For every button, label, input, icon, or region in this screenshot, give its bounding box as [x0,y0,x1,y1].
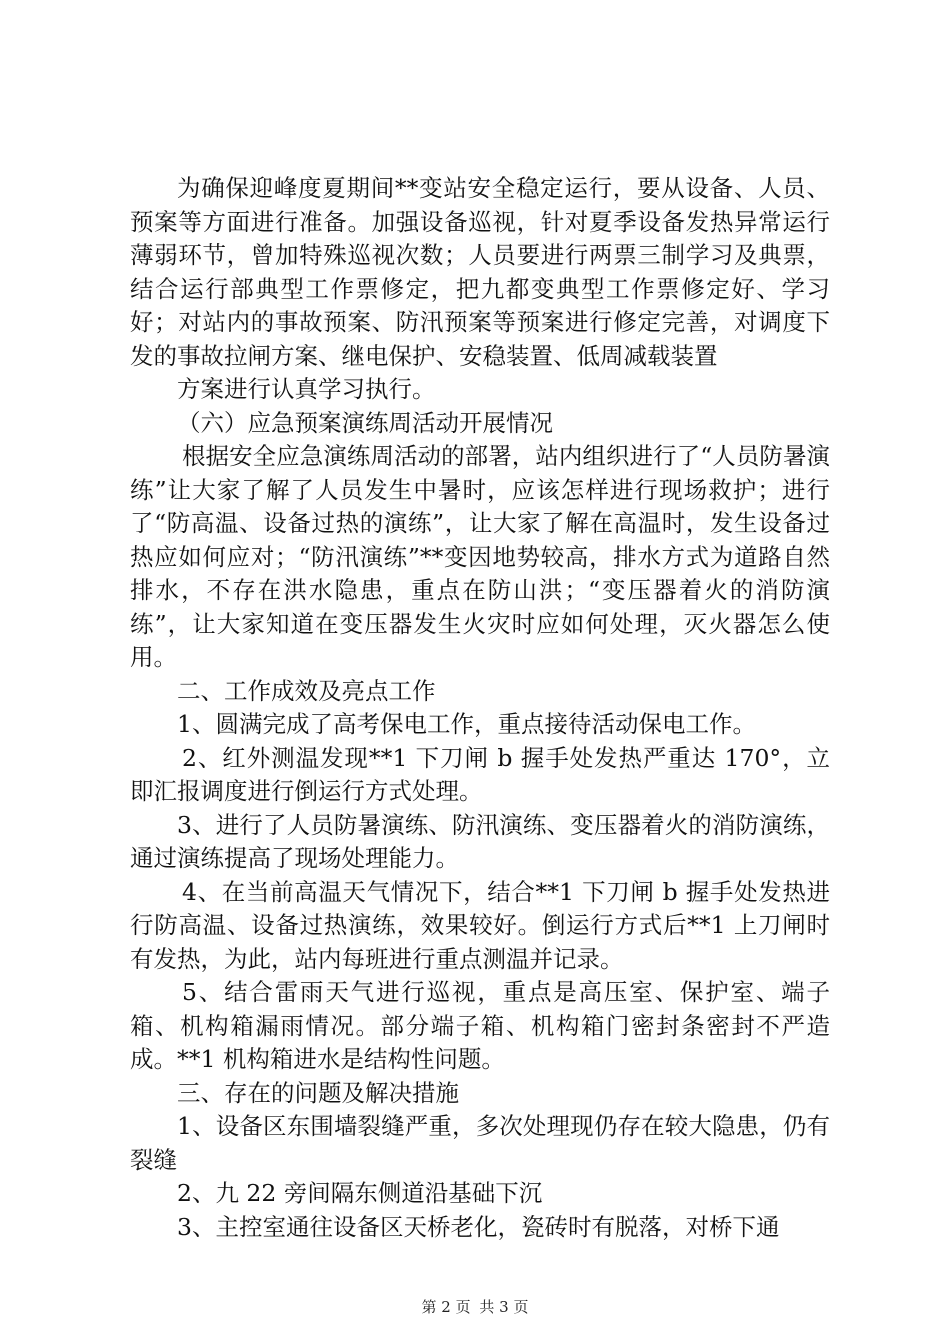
section-heading-drill-week: （六）应急预案演练周活动开展情况 [177,408,553,437]
paragraph-drill-description: 根据安全应急演练周活动的部署，站内组织进行了“人员防暑演练”让大家了解了人员发生中暑时，应该怎样进行现场救护；进行了“防高温、设备过热的演练”，让大家了解在高温时，发生设备过热应如何应对；“防汛演练”**变因地势较高，排水方式为道路自然排水，不存在洪水隐患，重点在防山洪；“变压器着火的消防演练”，让大家知道在变压器发生火灾时应如何处理，灭火器怎么使用。 [130,442,830,671]
list-item-problem-1: 1、设备区东围墙裂缝严重，多次处理现仍存在较大隐患，仍有裂缝 [130,1112,830,1174]
paragraph-plan-study: 方案进行认真学习执行。 [177,375,436,403]
list-item-problem-2: 2、九 22 旁间隔东侧道沿基础下沉 [177,1179,543,1207]
page-number: 第 2 页 [421,1298,471,1316]
paragraph-preparation: 为确保迎峰度夏期间**变站安全稳定运行，要从设备、人员、预案等方面进行准备。加强设备巡视，针对夏季设备发热异常运行薄弱环节，曾加特殊巡视次数；人员要进行两票三制学习及典票，结合运行部典型工作票修定，把九都变典型工作票修定好、学习好；对站内的事故预案、防汛预案等预案进行修定完善，对调度下发的事故拉闸方案、继电保护、安稳装置、低周减载装置 [130,174,830,370]
section-heading-achievements: 二、工作成效及亮点工作 [177,676,436,705]
document-body [130,172,830,1244]
list-item-achievement-3: 3、进行了人员防暑演练、防汛演练、变压器着火的消防演练，通过演练提高了现场处理能力。 [130,810,830,872]
page-total: 共 3 页 [479,1298,529,1316]
list-item-achievement-4: 4、在当前高温天气情况下，结合**1 下刀闸 b 握手处发热进行防高温、设备过热演练，效果较好。倒运行方式后**1 上刀闸时有发热，为此，站内每班进行重点测温并记录。 [130,877,830,973]
list-item-achievement-5: 5、结合雷雨天气进行巡视，重点是高压室、保护室、端子箱、机构箱漏雨情况。部分端子箱、机构箱门密封条密封不严造成。**1 机构箱进水是结构性问题。 [130,978,830,1073]
section-heading-problems: 三、存在的问题及解决措施 [177,1078,459,1107]
list-item-problem-3: 3、主控室通往设备区天桥老化，瓷砖时有脱落，对桥下通 [177,1212,780,1241]
list-item-achievement-1: 1、圆满完成了高考保电工作，重点接待活动保电工作。 [177,710,756,738]
page-footer [0,1296,950,1317]
list-item-achievement-2: 2、红外测温发现**1 下刀闸 b 握手处发热严重达 170°，立即汇报调度进行倒运行方式处理。 [130,743,830,805]
